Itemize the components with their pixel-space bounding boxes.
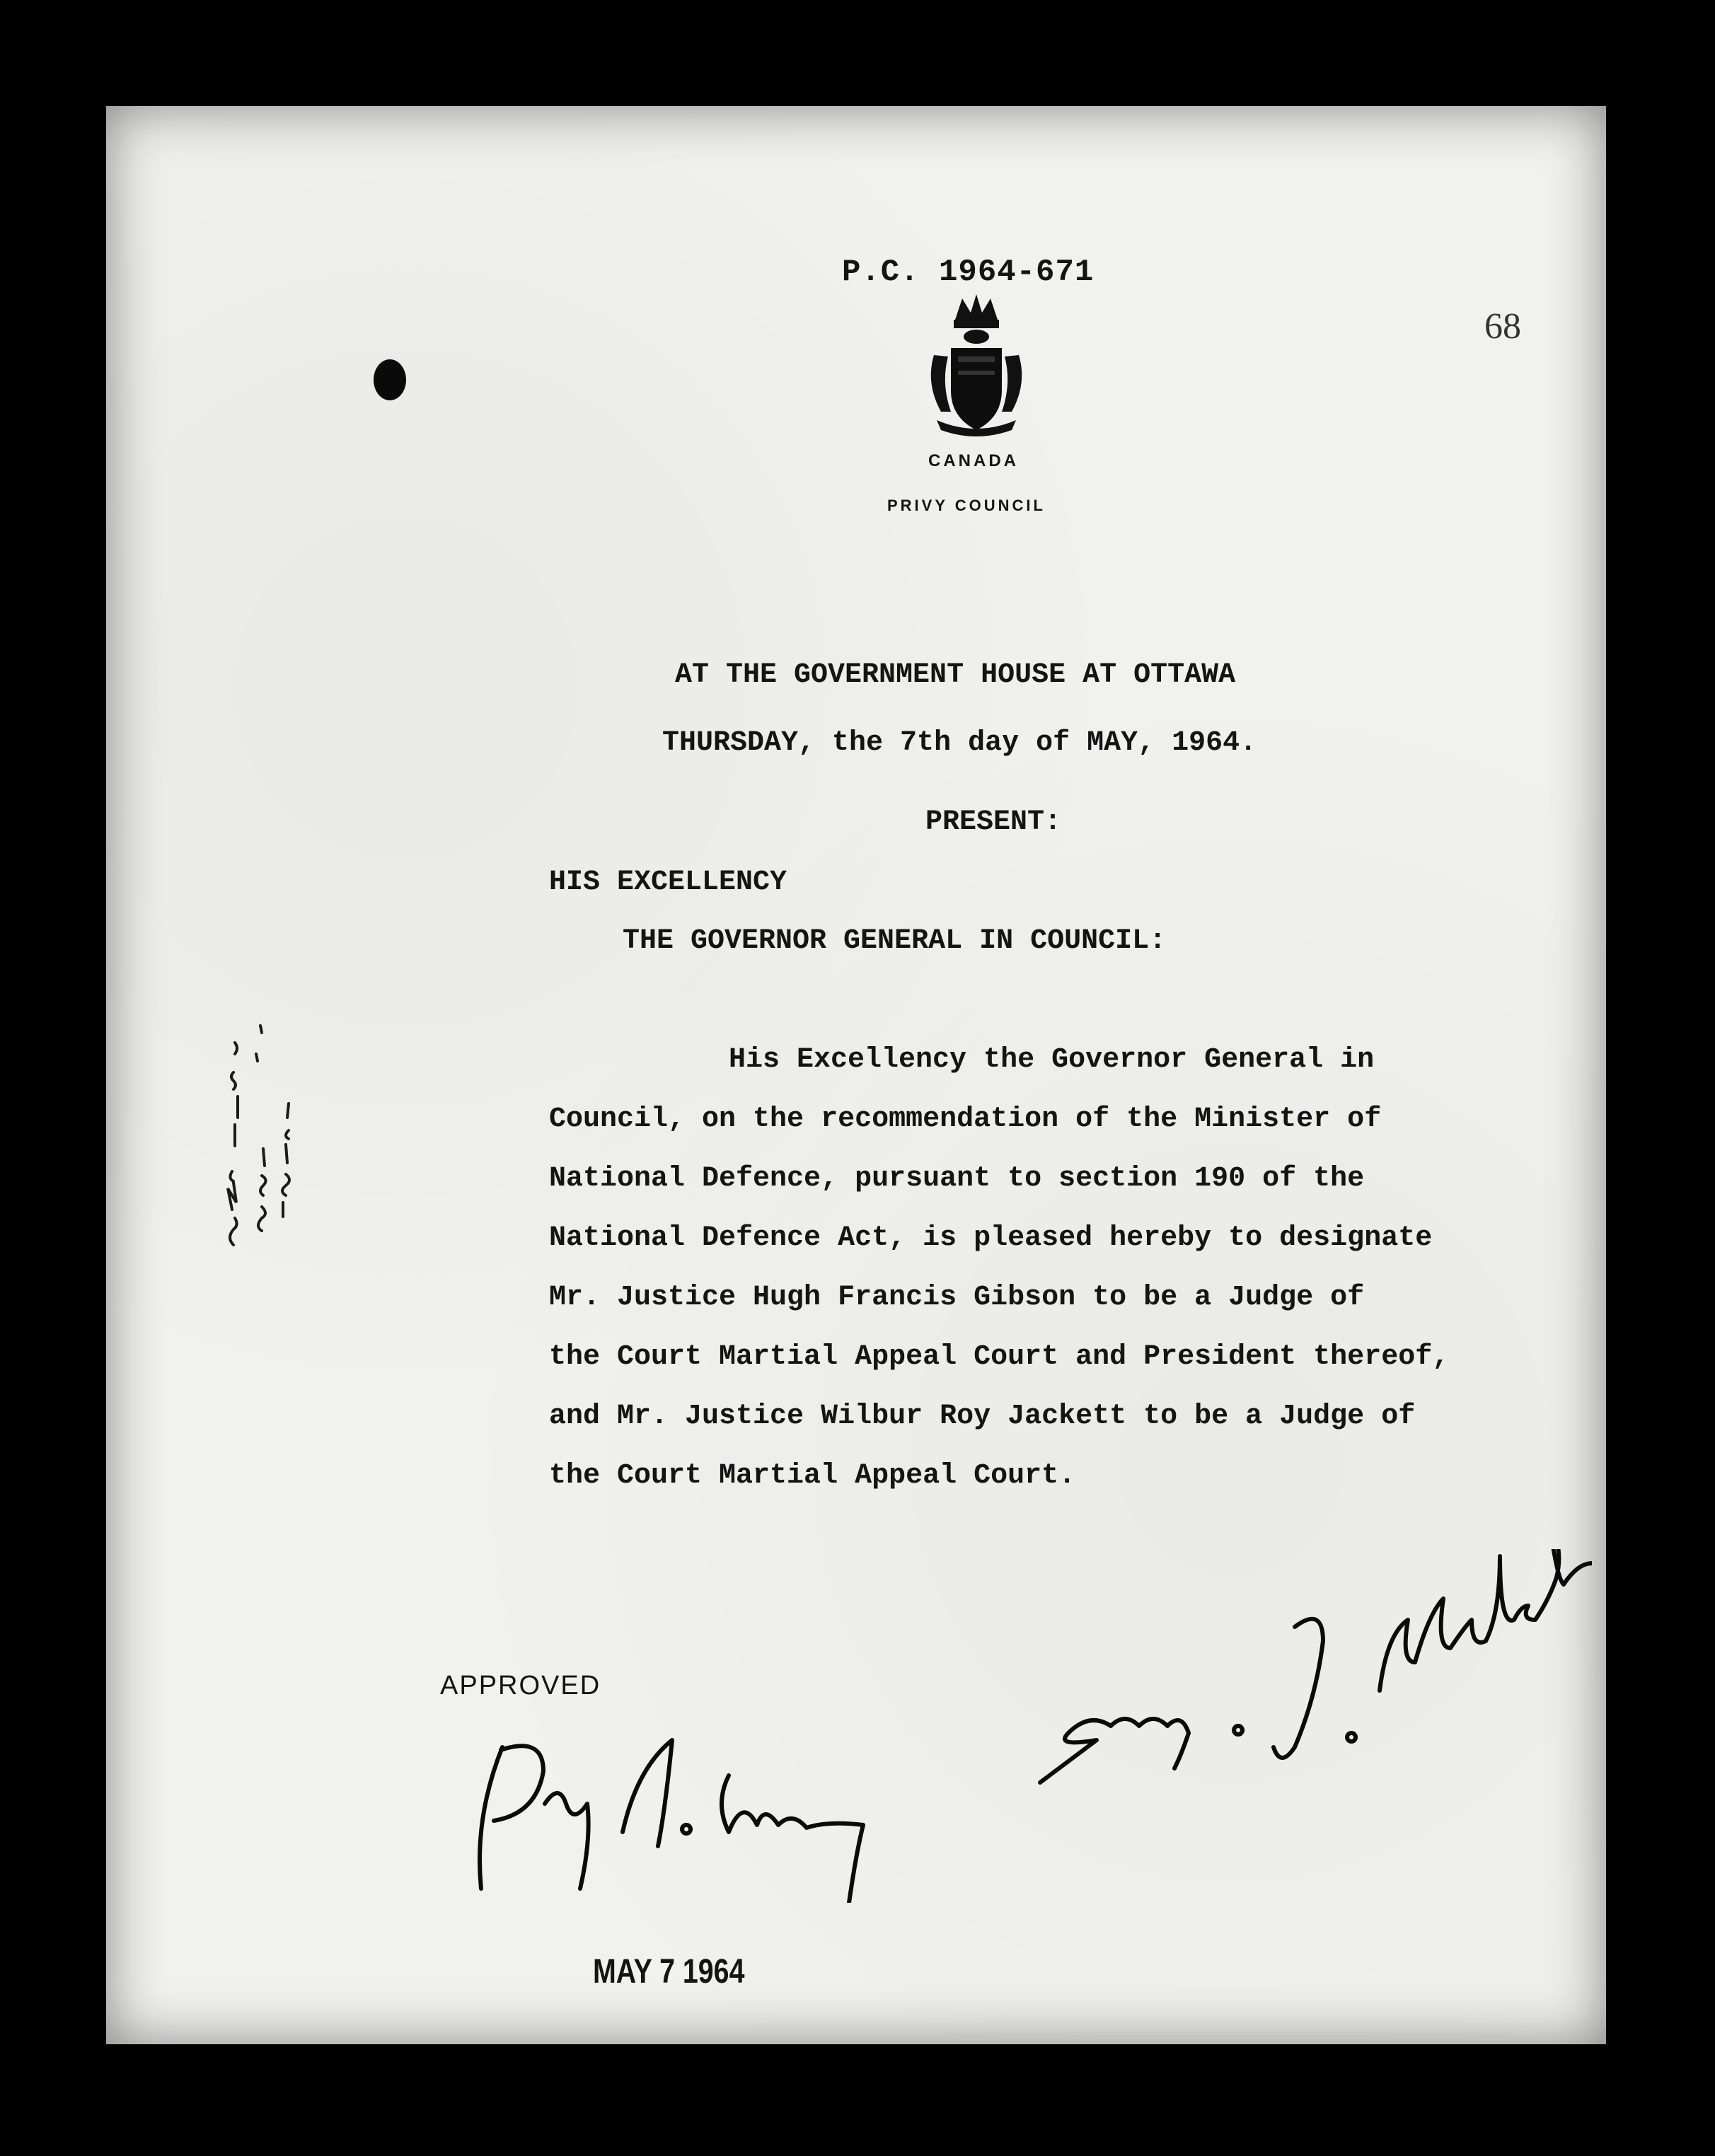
body-line-5: Mr. Justice Hugh Francis Gibson to be a Judge of	[549, 1282, 1365, 1314]
body-line-2: Council, on the recommendation of the Minister of	[549, 1103, 1382, 1135]
present-label: PRESENT:	[925, 806, 1062, 838]
order-number: P.C. 1964-671	[842, 255, 1095, 290]
body-line-3: National Defence, pursuant to section 190 of the	[549, 1163, 1365, 1195]
meeting-date: THURSDAY, the 7th day of MAY, 1964.	[662, 727, 1257, 759]
page-number: 68	[1484, 306, 1521, 347]
country-label: CANADA	[928, 451, 1019, 470]
punch-hole	[374, 359, 406, 400]
body-line-7: and Mr. Justice Wilbur Roy Jackett to be a Judge of	[549, 1401, 1416, 1432]
attendee-line-1: HIS EXCELLENCY	[549, 867, 787, 898]
approved-label: APPROVED	[440, 1671, 601, 1700]
meeting-place: AT THE GOVERNMENT HOUSE AT OTTAWA	[675, 659, 1236, 691]
body-line-4: National Defence Act, is pleased hereby to designate	[549, 1222, 1433, 1254]
department-label: PRIVY COUNCIL	[887, 497, 1046, 514]
margin-handwritten-note	[212, 1004, 325, 1263]
minister-signature	[1026, 1549, 1592, 1793]
coat-of-arms-icon	[920, 291, 1033, 444]
document-page	[106, 106, 1606, 2044]
body-line-8: the Court Martial Appeal Court.	[549, 1460, 1076, 1492]
governor-signature	[460, 1719, 913, 1906]
body-line-6: the Court Martial Appeal Court and President thereof,	[549, 1341, 1450, 1373]
attendee-line-2: THE GOVERNOR GENERAL IN COUNCIL:	[623, 925, 1167, 957]
body-line-1: His Excellency the Governor General in	[729, 1044, 1375, 1076]
approval-stamp-date: MAY 7 1964	[593, 1953, 745, 1990]
